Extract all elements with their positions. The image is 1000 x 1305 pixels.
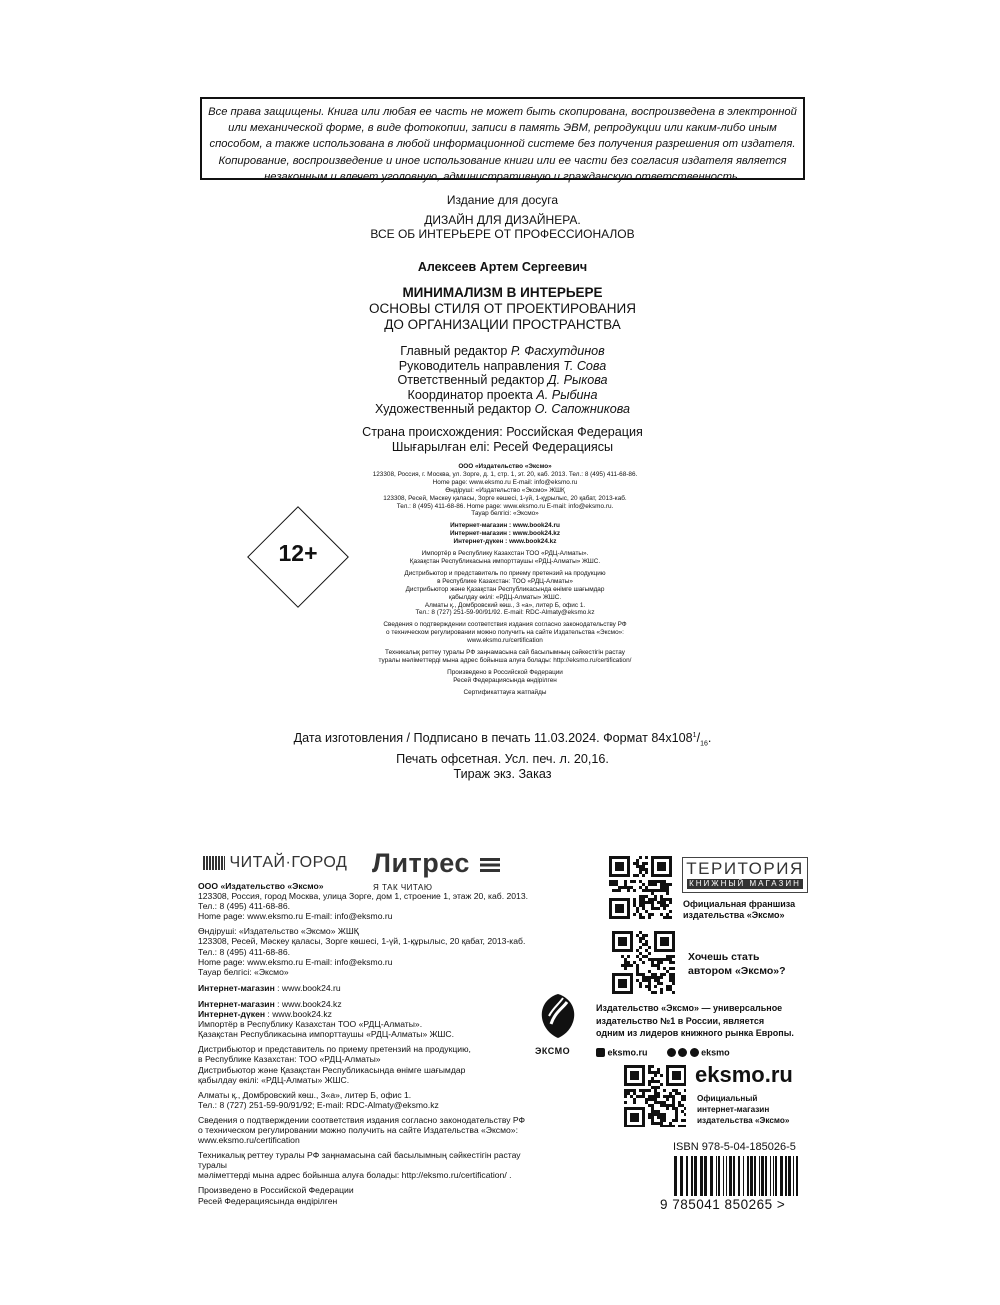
promo-line: Официальная франшиза bbox=[683, 899, 796, 909]
rights-line: или механической форме, в виде фотокопии, записи в память ЭВМ, репродукции или каким-либо иным bbox=[228, 122, 777, 135]
shop-text bbox=[697, 1093, 789, 1126]
barcode-bar bbox=[691, 1156, 693, 1196]
imprint-line: 123308, Россия, г. Москва, ул. Зорге, д. 1, стр. 1, эт. 20, каб. 2013. Тел.: 8 (495) 411-68-86. bbox=[372, 470, 638, 478]
imprint-line: мәліметтерді мына адрес бойынша алуға болады: http://eksmo.ru/certification/ . bbox=[198, 1170, 512, 1181]
author-call-text bbox=[688, 950, 786, 978]
promo-line: одним из лидеров книжного рынка Европы. bbox=[596, 1028, 794, 1038]
promo-line: автором «Эксмо»? bbox=[688, 965, 786, 977]
book-title: МИНИМАЛИЗМ В ИНТЕРЬЕРЕ bbox=[402, 285, 603, 300]
ok-icon bbox=[678, 1048, 687, 1057]
imprint-line: ООО «Издательство «Эксмо» bbox=[198, 881, 324, 891]
credits bbox=[200, 344, 805, 417]
age-rating: 12+ bbox=[278, 540, 318, 566]
imprint-line: Алматы қ., Домбровский көш., 3 «а», литер Б, офис 1. bbox=[424, 601, 586, 609]
barcode-bar bbox=[716, 1156, 717, 1196]
imprint-line: туралы мәліметтерді мына адрес бойынша алуға болады: http://eksmo.ru/certification/ bbox=[378, 656, 632, 664]
barcode-bar bbox=[788, 1156, 791, 1196]
imprint-line: Ресей Федерациясында өндірілген bbox=[453, 676, 557, 684]
edition-type: Издание для досуга bbox=[446, 193, 559, 207]
barcode-bar bbox=[773, 1156, 774, 1196]
series-line: ДИЗАЙН ДЛЯ ДИЗАЙНЕРА. bbox=[424, 213, 581, 227]
imprint-line: Home page: www.eksmo.ru E-mail: info@eksmo.ru bbox=[198, 911, 393, 922]
promo-line: Издательство «Эксмо» — универсальное bbox=[596, 1003, 783, 1013]
print-line: Тираж экз. Заказ bbox=[453, 766, 552, 781]
imprint-line: Дистрибьютор и представитель по приему претензий на продукцию bbox=[404, 569, 606, 577]
imprint-line: Интернет-магазин : www.book24.kz bbox=[449, 530, 561, 538]
imprint-line: қабылдау өкілі: «РДЦ-Алматы» ЖШС. bbox=[198, 1074, 350, 1085]
youtube-icon bbox=[690, 1048, 699, 1057]
barcode-bar bbox=[680, 1156, 683, 1196]
barcode-bar bbox=[686, 1156, 688, 1196]
imprint-line: Интернет-магазин : www.book24.ru bbox=[450, 522, 560, 530]
author: Алексеев Артем Сергеевич bbox=[417, 260, 588, 274]
barcode-bar bbox=[726, 1156, 727, 1196]
imprint-line: ООО «Издательство «Эксмо» bbox=[458, 463, 552, 470]
imprint-bottom bbox=[198, 881, 548, 1206]
imprint-line: в Республике Казахстан: ТОО «РДЦ-Алматы» bbox=[437, 577, 573, 585]
rights-notice bbox=[200, 97, 805, 183]
series bbox=[200, 214, 805, 241]
imprint-line: Дистрибьютор және Қазақстан Республикасында өнімге шағымдар bbox=[405, 585, 605, 593]
imprint-line: о техническом регулировании можно получить на сайте Издательства «Эксмо»: bbox=[198, 1124, 518, 1135]
vk-icon bbox=[596, 1048, 605, 1057]
qr-code-author bbox=[612, 931, 676, 995]
credit-line: Ответственный редактор Д. Рыкова bbox=[397, 373, 608, 387]
imprint-line: Импортёр в Республику Казахстан ТОО «РДЦ-Алматы». bbox=[421, 550, 589, 558]
barcode-bar bbox=[761, 1156, 764, 1196]
imprint-line: Тел.: 8 (495) 411-68-86. bbox=[198, 946, 290, 957]
imprint-line: Импортёр в Республику Казахстан ТОО «РДЦ-Алматы». bbox=[198, 1019, 423, 1030]
rights-line: способом, а также использована в любой информационной системе без получения разрешения от издателя. bbox=[209, 138, 796, 151]
print-line: Дата изготовления / Подписано в печать 11.03.2024. Формат $84x108^1/_{16}$. bbox=[293, 731, 712, 748]
barcode-bar bbox=[747, 1156, 749, 1196]
barcode-bar bbox=[704, 1156, 707, 1196]
imprint-line: Тел.: 8 (727) 251-59-90/91/92. E-mail: RDC-Almaty@eksmo.kz bbox=[415, 609, 595, 617]
barcode-bar bbox=[785, 1156, 787, 1196]
imprint-line: 123308, Россия, город Москва, улица Зорге, дом 1, строение 1, этаж 20, каб. 2013. bbox=[198, 891, 528, 902]
imprint-line: Тауар белгісі: «Эксмо» bbox=[198, 966, 289, 977]
promo-line: Официальный bbox=[697, 1094, 758, 1103]
print-info bbox=[200, 729, 805, 781]
barcode-bar bbox=[765, 1156, 767, 1196]
imprint-line: Тел.: 8 (495) 411-68-86. Home page: www.eksmo.ru E-mail: info@eksmo.ru. bbox=[396, 502, 614, 510]
origin bbox=[200, 425, 805, 454]
imprint-line: о техническом регулировании можно получить на сайте Издательства «Эксмо»: bbox=[386, 629, 624, 637]
credit-line: Координатор проекта А. Рыбина bbox=[407, 387, 598, 402]
barcode-digits: 9 785041 850265 > bbox=[660, 1197, 786, 1212]
social-link[interactable]: eksmo bbox=[701, 1047, 730, 1058]
imprint-line: 123308, Ресей, Мәскеу қаласы, Зорге көшесі, 1-үй, 1-құрылыс, 20 қабат, 2013-каб. bbox=[383, 494, 627, 502]
barcode-bar bbox=[674, 1156, 677, 1196]
origin-line: Страна происхождения: Российская Федерация bbox=[362, 425, 643, 439]
barcode-bar bbox=[780, 1156, 783, 1196]
imprint-line: Сведения о подтверждении соответствия издания согласно законодательству РФ bbox=[198, 1114, 526, 1125]
eksmo-about bbox=[596, 1002, 794, 1040]
franchise-text bbox=[683, 899, 795, 921]
imprint-line: Ресей Федерациясында өндірілген bbox=[198, 1195, 338, 1206]
barcode-bar bbox=[710, 1156, 713, 1196]
imprint-line: Дистрибьютор и представитель по приему претензий на продукцию, bbox=[198, 1044, 471, 1055]
subtitle-line: ДО ОРГАНИЗАЦИИ ПРОСТРАНСТВА bbox=[384, 317, 621, 332]
imprint-line: Интернет-магазин : www.book24.kz bbox=[198, 998, 342, 1009]
imprint-line: Тауар белгісі: «Эксмо» bbox=[471, 510, 539, 518]
imprint-line: Техникалық реттеу туралы РФ заңнамасына сай басылымның сәйкестігін растау bbox=[385, 649, 625, 657]
promo-line: издательства «Эксмо» bbox=[683, 910, 785, 920]
barcode-bar bbox=[723, 1156, 724, 1196]
imprint-line: www.eksmo.ru/certification bbox=[467, 637, 543, 645]
imprint-line: Тел.: 8 (495) 411-68-86. bbox=[198, 901, 290, 912]
imprint-line: қабылдау өкілі: «РДЦ-Алматы» ЖШС. bbox=[448, 593, 562, 601]
imprint-line: Өндіруші: «Издательство «Эксмо» ЖШҚ bbox=[198, 926, 359, 937]
barcode-bar bbox=[775, 1156, 777, 1196]
credit-line: Руководитель направления Т. Сова bbox=[398, 358, 607, 373]
imprint-line: Интернет-дүкен : www.book24.kz bbox=[198, 1009, 332, 1020]
imprint-line: Қазақстан Республикасына импорттаушы «РДЦ-Алматы» ЖШС. bbox=[198, 1029, 455, 1040]
barcode-bar bbox=[718, 1156, 720, 1196]
menu-lines-icon bbox=[480, 858, 500, 872]
imprint-line: Өндіруші: «Издательство «Эксмо» ЖШҚ bbox=[445, 486, 565, 494]
imprint-line: www.eksmo.ru/certification bbox=[198, 1135, 300, 1146]
isbn: ISBN 978-5-04-185026-5 bbox=[673, 1141, 796, 1153]
barcode-bar bbox=[694, 1156, 697, 1196]
credit-line: Главный редактор Р. Фасхутдинов bbox=[400, 344, 605, 358]
social-link[interactable]: eksmo.ru bbox=[607, 1047, 648, 1058]
promo-line: интернет-магазин bbox=[697, 1105, 770, 1114]
imprint-line: Техникалық реттеу туралы РФ заңнамасына сай басылымның сәйкестігін растау туралы bbox=[198, 1150, 521, 1171]
eksmo-logo-text: ЭКСМО bbox=[535, 1046, 571, 1056]
barcode-bar bbox=[738, 1156, 740, 1196]
telegram-icon bbox=[667, 1048, 676, 1057]
books-icon bbox=[203, 856, 225, 870]
imprint-line: в Республике Казахстан: ТОО «РДЦ-Алматы» bbox=[198, 1054, 381, 1065]
barcode-bar bbox=[700, 1156, 703, 1196]
barcode-bar bbox=[754, 1156, 756, 1196]
promo-line: Хочешь стать bbox=[688, 951, 760, 963]
imprint-line: Алматы қ., Домбровский көш., 3«а», литер Б, офис 1. bbox=[198, 1089, 412, 1100]
imprint-line: Home page: www.eksmo.ru E-mail: info@eksmo.ru bbox=[432, 478, 578, 486]
imprint-line: Home page: www.eksmo.ru E-mail: info@eksmo.ru bbox=[198, 956, 393, 967]
imprint-line: Сведения о подтверждении соответствия издания согласно законодательству РФ bbox=[383, 621, 627, 629]
imprint-line: Интернет-магазин : www.book24.ru bbox=[198, 982, 341, 993]
barcode-bar bbox=[759, 1156, 760, 1196]
print-line: Печать офсетная. Усл. печ. л. 20,16. bbox=[396, 752, 609, 767]
barcode-bar bbox=[733, 1156, 735, 1196]
rights-line: незаконным и влечет уголовную, административную и гражданскую ответственность. bbox=[264, 170, 741, 183]
eksmo-logo-icon bbox=[537, 992, 579, 1040]
credit-line: Художественный редактор О. Сапожникова bbox=[374, 402, 631, 416]
book-subtitle bbox=[200, 301, 805, 333]
origin-line: Шығарылған елі: Ресей Федерациясы bbox=[391, 439, 614, 454]
qr-code-shop bbox=[624, 1065, 686, 1127]
barcode-bar bbox=[796, 1156, 798, 1196]
barcode bbox=[672, 1156, 802, 1196]
promo-line: издательства «Эксмо» bbox=[697, 1116, 790, 1125]
litres-logo: Литрес bbox=[372, 848, 500, 879]
barcode-bar bbox=[750, 1156, 753, 1196]
territoria-logo: ТЕРИТОРИЯ КНИЖНЫЙ МАГАЗИН bbox=[682, 857, 808, 893]
barcode-bar bbox=[793, 1156, 794, 1196]
rights-line: Копирование, воспроизведение и иное использование книги или ее части без согласия издателя является bbox=[218, 154, 787, 167]
imprint-line: Интернет-дүкен : www.book24.kz bbox=[453, 538, 557, 546]
imprint-line: Тел.: 8 (727) 251-59-90/91/92; E-mail: RDC-Almaty@eksmo.kz bbox=[198, 1099, 439, 1110]
chitai-gorod-logo: ЧИТАЙ·ГОРОД bbox=[203, 854, 347, 872]
subtitle-line: ОСНОВЫ СТИЛЯ ОТ ПРОЕКТИРОВАНИЯ bbox=[368, 301, 636, 316]
barcode-bar bbox=[770, 1156, 771, 1196]
imprint-line: 123308, Ресей, Мәскеу қаласы, Зорге көшесі, 1-үй, 1-құрылыс, 20 қабат, 2013-каб. bbox=[198, 936, 526, 947]
barcode-bar bbox=[743, 1156, 744, 1196]
rights-line: Все права защищены. Книга или любая ее часть не может быть скопирована, воспроизведена в электронной bbox=[208, 106, 797, 118]
imprint-line: Дистрибьютор және Қазақстан Республикасында өнімге шағымдар bbox=[198, 1064, 466, 1075]
social-links bbox=[596, 1047, 730, 1058]
imprint-line: Қазақстан Республикасына импорттаушы «РДЦ-Алматы» ЖШС. bbox=[409, 557, 601, 565]
barcode-bar bbox=[729, 1156, 732, 1196]
imprint-line: Произведено в Российской Федерации bbox=[198, 1185, 354, 1196]
promo-line: издательство №1 в России, является bbox=[596, 1015, 765, 1026]
imprint-line: Произведено в Российской Федерации bbox=[447, 668, 563, 676]
imprint-small bbox=[340, 463, 670, 697]
litres-tagline: Я ТАК ЧИТАЮ bbox=[373, 883, 433, 892]
qr-code-franchise bbox=[609, 856, 673, 920]
series-line: ВСЕ ОБ ИНТЕРЬЕРЕ ОТ ПРОФЕССИОНАЛОВ bbox=[370, 226, 635, 241]
site-url[interactable]: eksmo.ru bbox=[695, 1062, 793, 1087]
imprint-line: Сертификаттауға жатпайды bbox=[463, 688, 547, 696]
